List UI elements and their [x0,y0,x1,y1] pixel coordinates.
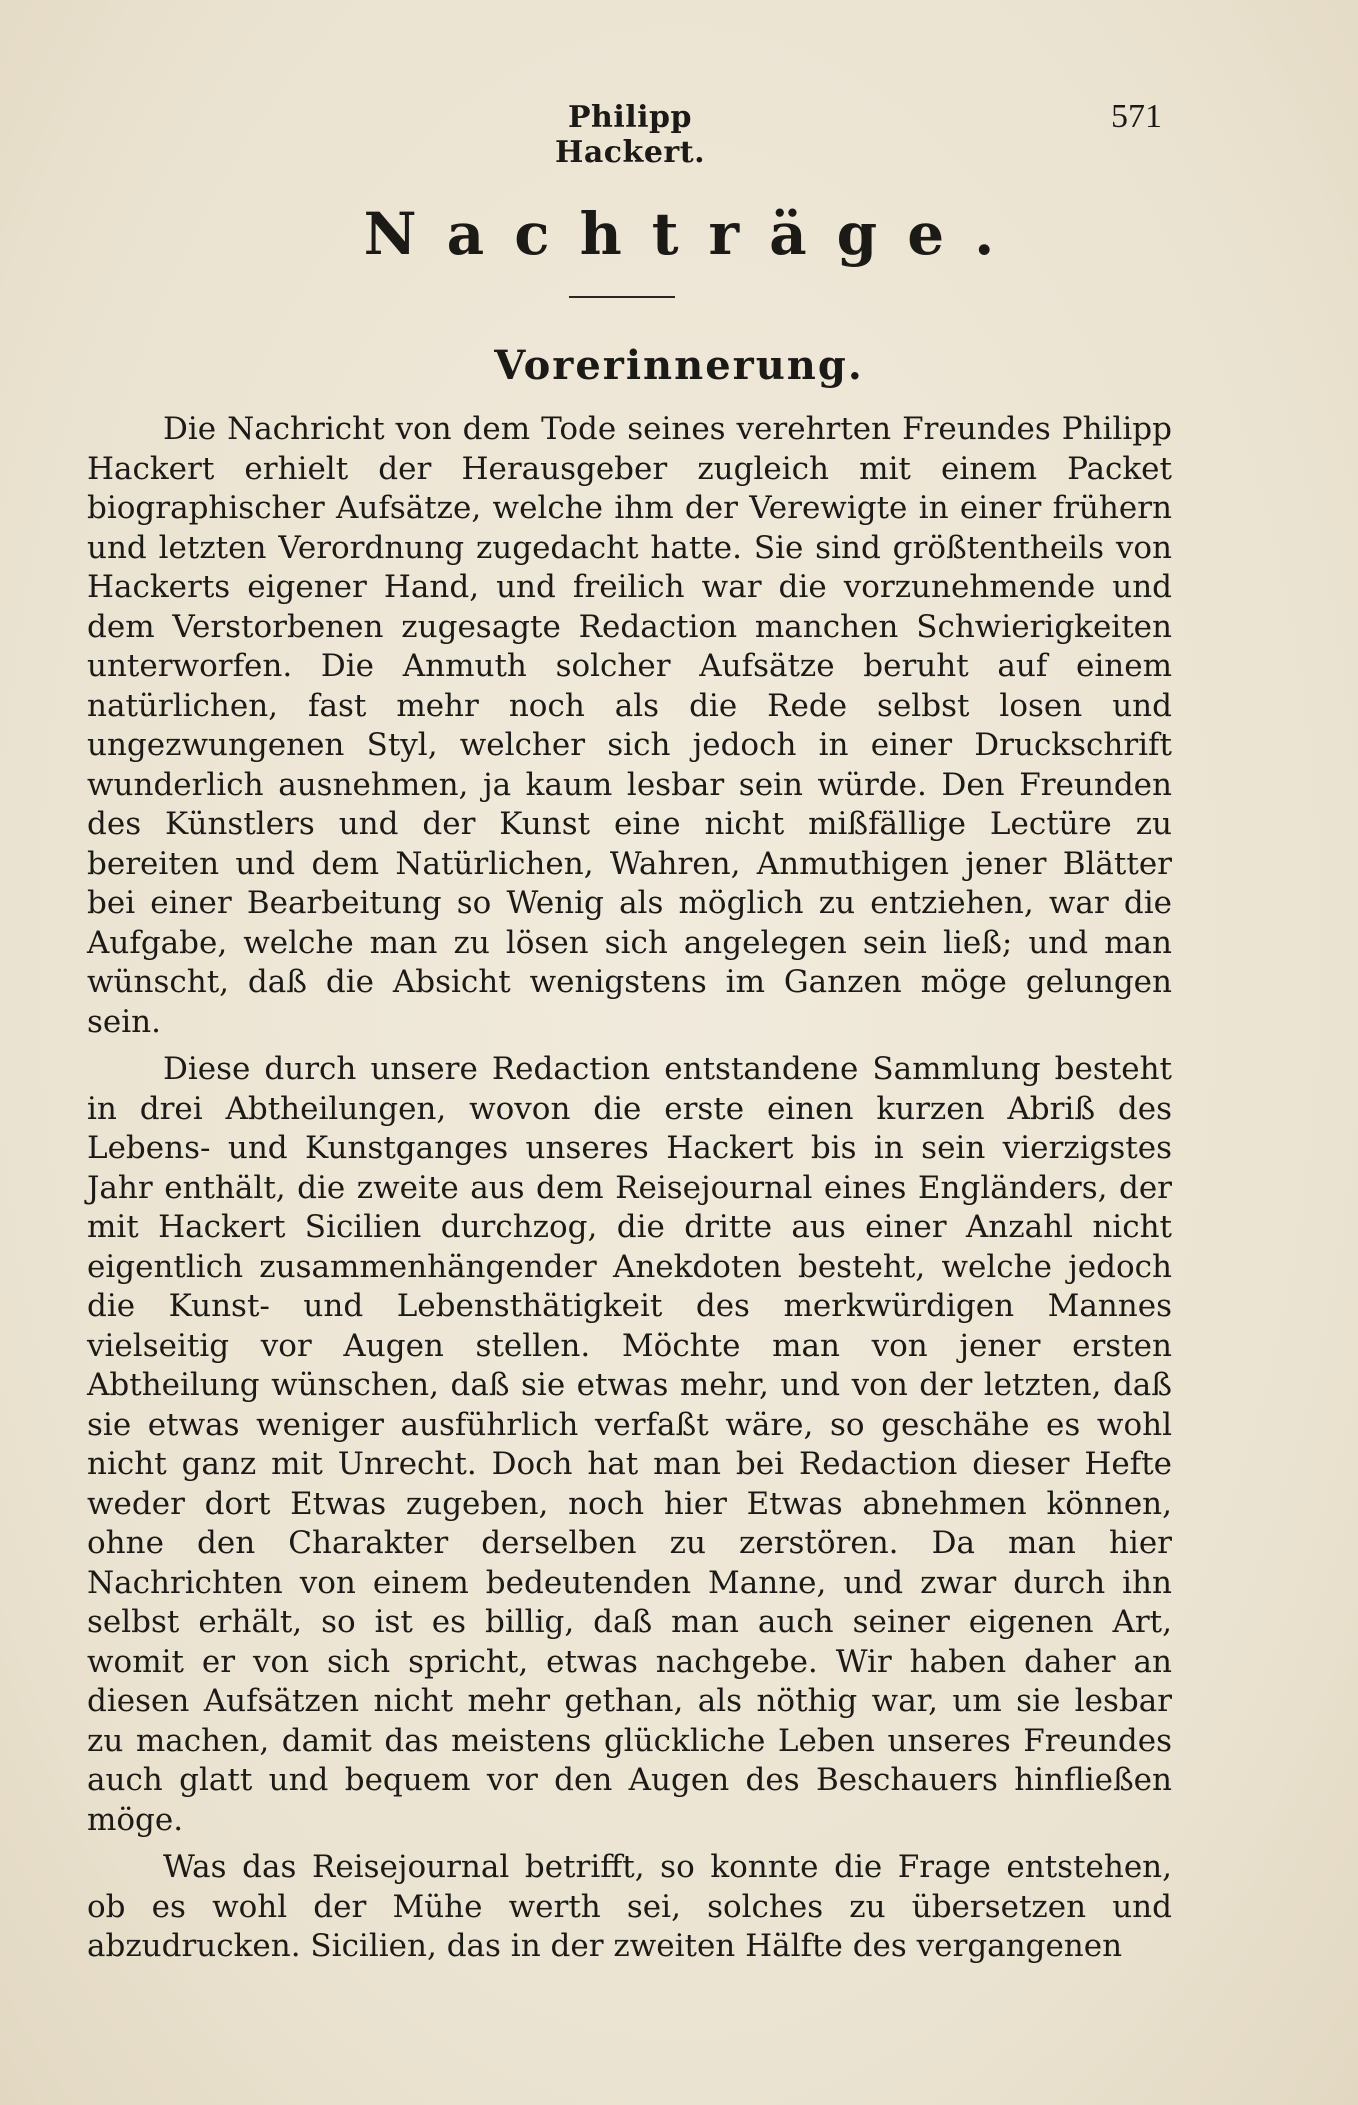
running-header [0,98,1358,170]
title-divider [569,296,675,298]
running-title: Philipp Hackert. [554,100,706,170]
paragraph-1: Die Nachricht von dem Tode seines verehrten Freundes Philipp Hackert erhielt der Herausgeber zugleich mit einem Packet biographischer Aufsätze, welche ihm der Verewigte in einer frühern und letzten Verordnung zugedacht hatte. Sie sind größtentheils von Hackerts eigener Hand, und freilich war die vorzunehmende und dem Verstorbenen zugesagte Redaction manchen Schwierigkeiten unterworfen. Die Anmuth solcher Aufsätze beruht auf einem natürlichen, fast mehr noch als die Rede selbst losen und ungezwungenen Styl, welcher sich jedoch in einer Druckschrift wunderlich ausnehmen, ja kaum lesbar sein würde. Den Freunden des Künstlers und der Kunst eine nicht mißfällige Lectüre zu bereiten und dem Natürlichen, Wahren, Anmuthigen jener Blätter bei einer Bearbeitung so Wenig als möglich zu entziehen, war die Aufgabe, welche man zu lösen sich angelegen sein ließ; und man wünscht, daß die Absicht wenigstens im Ganzen möge gelungen sein. [87,411,1172,1040]
paragraph-3: Was das Reisejournal betrifft, so konnte die Frage entstehen, ob es wohl der Mühe werth sei, solches zu übersetzen und abzudrucken. Sicilien, das in der zweiten Hälfte des vergangenen [87,1849,1172,1964]
chapter-title: Nachträge. [363,200,1025,268]
paragraph-2: Diese durch unsere Redaction entstandene Sammlung besteht in drei Abtheilungen, wovon die erste einen kurzen Abriß des Lebens- und Kunstganges unseres Hackert bis in sein vierzigstes Jahr enthält, die zweite aus dem Reisejournal eines Engländers, der mit Hackert Sicilien durchzog, die dritte aus einer Anzahl nicht eigentlich zusammenhängender Anekdoten besteht, welche jedoch die Kunst- und Lebensthätigkeit des merkwürdigen Mannes vielseitig vor Augen stellen. Möchte man von jener ersten Abtheilung wünschen, daß sie etwas mehr, und von der letzten, daß sie etwas weniger ausführlich verfaßt wäre, so geschähe es wohl nicht ganz mit Unrecht. Doch hat man bei Redaction dieser Hefte weder dort Etwas zugeben, noch hier Etwas abnehmen können, ohne den Charakter derselben zu zerstören. Da man hier Nachrichten von einem bedeutenden Manne, und zwar durch ihn selbst erhält, so ist es billig, daß man auch seiner eigenen Art, womit er von sich spricht, etwas nachgebe. Wir haben daher an diesen Aufsätzen nicht mehr gethan, als nöthig war, um sie lesbar zu machen, damit das meistens glückliche Leben unseres Freundes auch glatt und bequem vor den Augen des Beschauers hinfließen möge. [87,1051,1172,1838]
body-text [87,410,1172,1975]
page-number: 571 [1111,98,1162,135]
section-title: Vorerinnerung. [494,342,864,389]
